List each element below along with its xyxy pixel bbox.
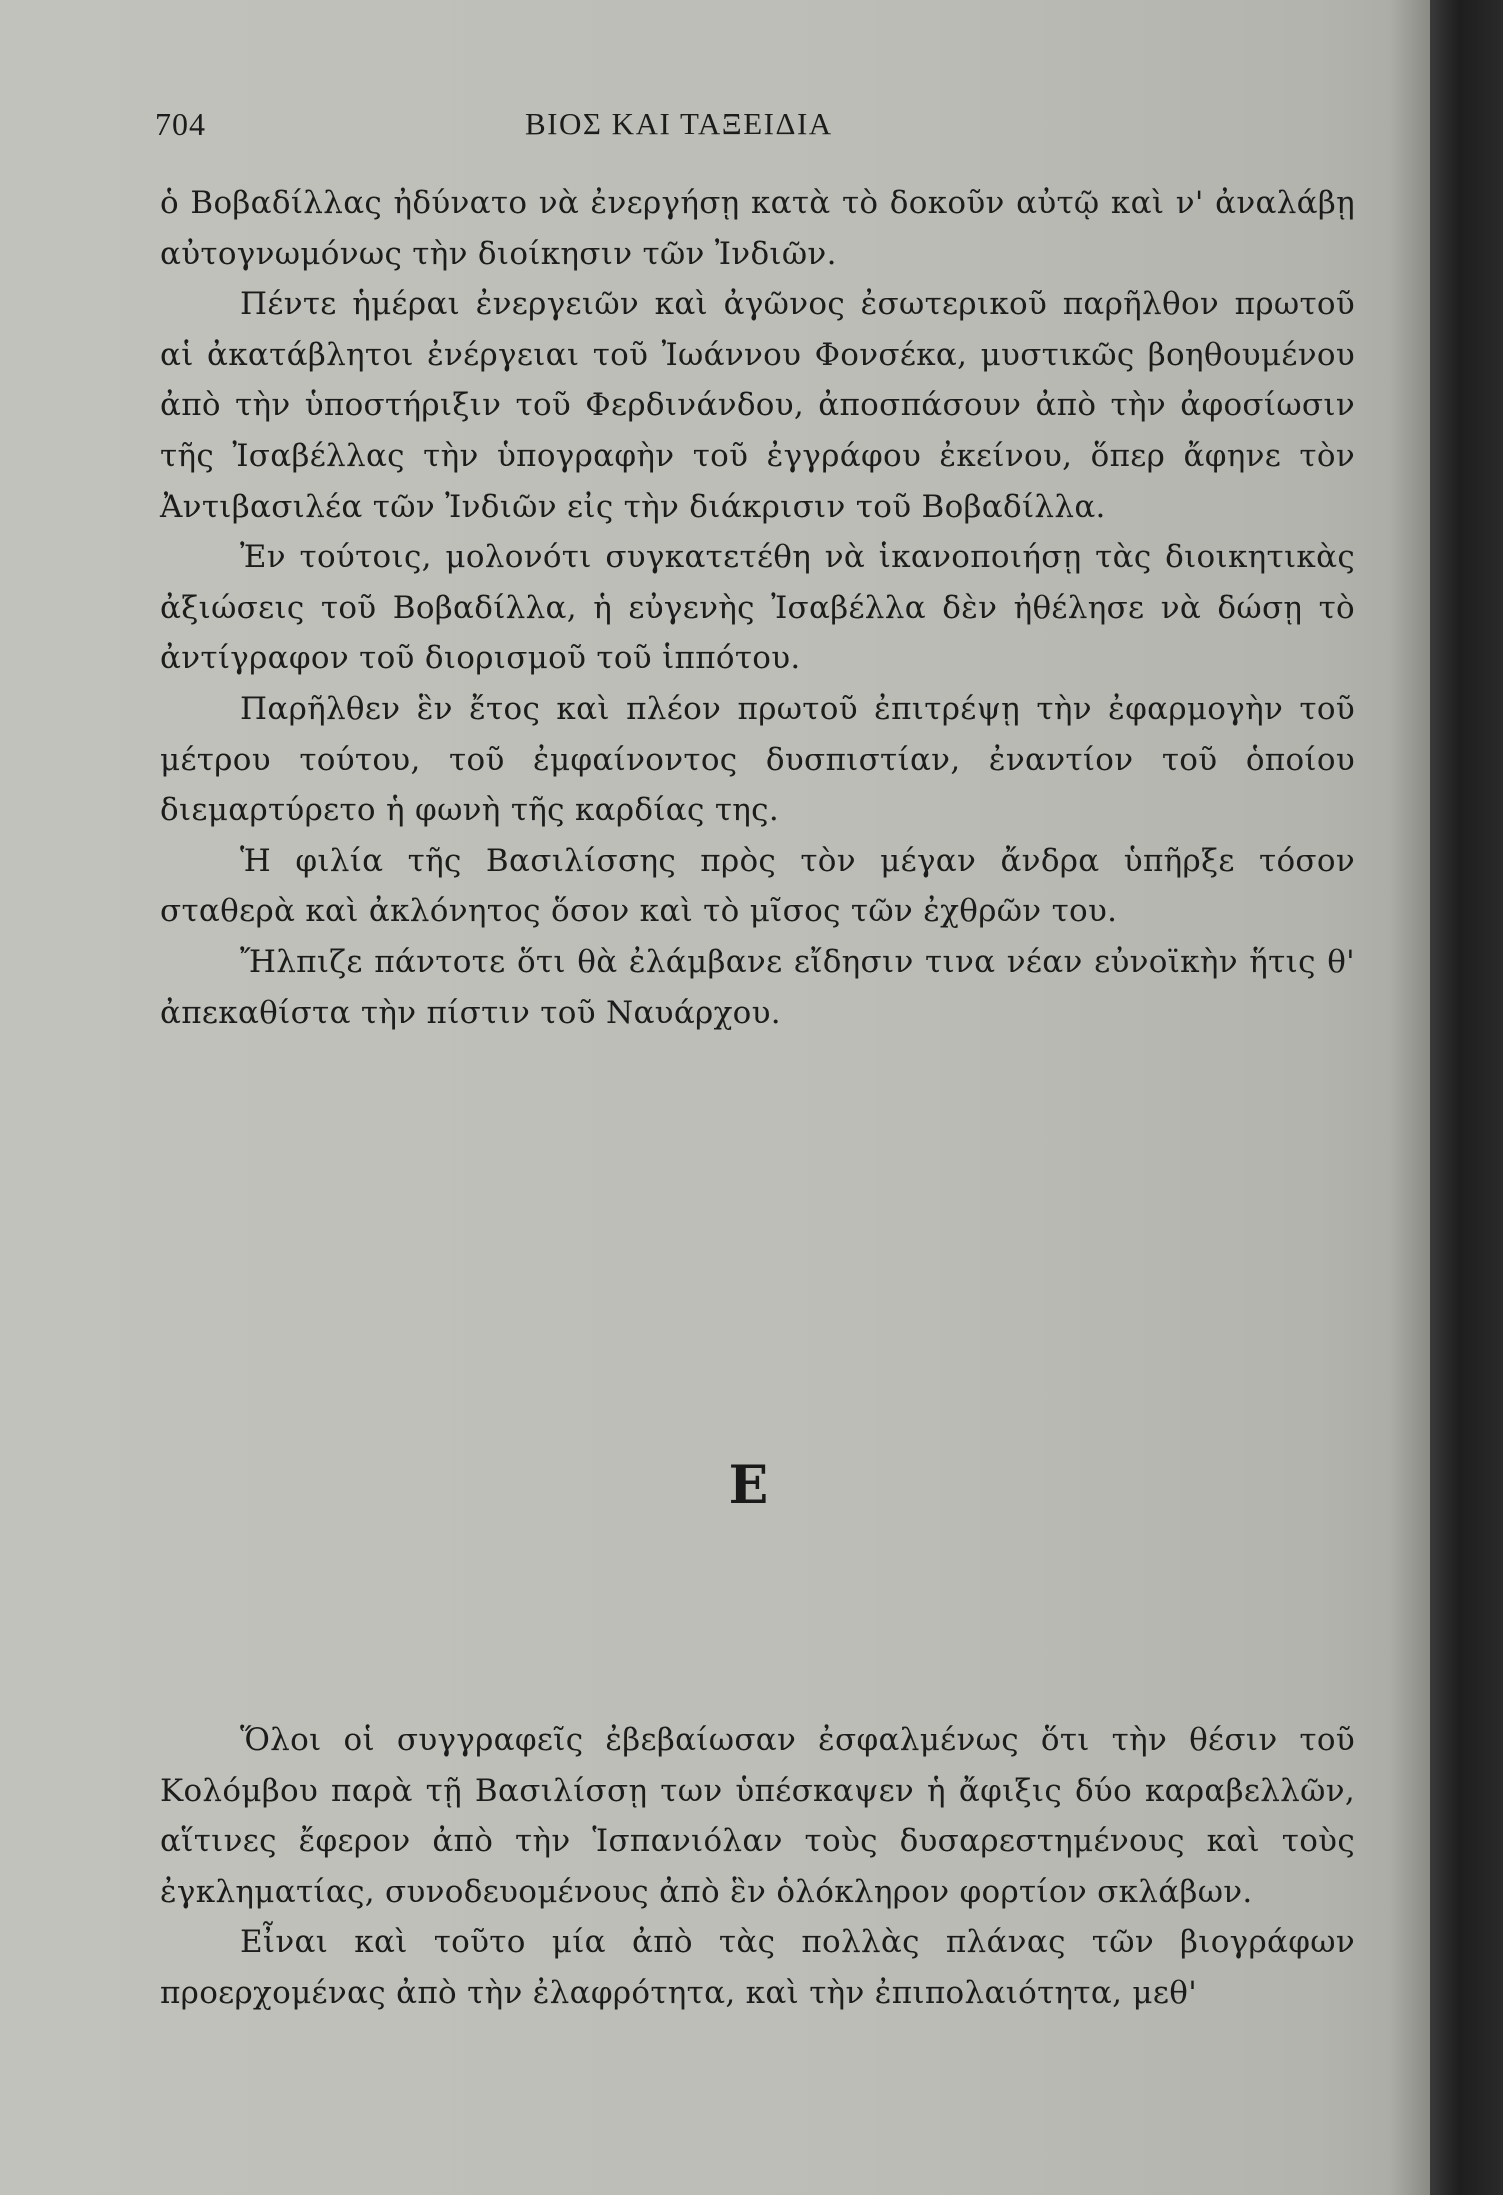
paragraph: Ἐν τούτοις, μολονότι συγκατετέθη νὰ ἱκανοποιήσῃ τὰς διοικητικὰς ἀξιώσεις τοῦ Βοβαδίλλα, ἡ εὐγενὴς Ἰσαβέλλα δὲν ἠθέλησε νὰ δώσῃ τὸ ἀντίγραφον τοῦ διορισμοῦ τοῦ ἱππότου. bbox=[160, 539, 1355, 677]
spine-shadow bbox=[1390, 0, 1430, 2195]
paragraph: Παρῆλθεν ἓν ἔτος καὶ πλέον πρωτοῦ ἐπιτρέψῃ τὴν ἐφαρμογὴν τοῦ μέτρου τούτου, τοῦ ἐμφαίνοντος δυσπιστίαν, ἐναντίον τοῦ ὁποίου διεμαρτύρετο ἡ φωνὴ τῆς καρδίας της. bbox=[160, 690, 1355, 829]
paragraph: Ἤλπιζε πάντοτε ὅτι θὰ ἐλάμβανε εἴδησιν τινα νέαν εὐνοϊκὴν ἥτις θ' ἀπεκαθίστα τὴν πίστιν τοῦ Ναυάρχου. bbox=[160, 943, 1355, 1031]
paragraph: Εἶναι καὶ τοῦτο μία ἀπὸ τὰς πολλὰς πλάνας τῶν βιογράφων προερχομένας ἀπὸ τὴν ἐλαφρότητα, καὶ τὴν ἐπιπολαιότητα, μεθ' bbox=[160, 1924, 1355, 2011]
page-header bbox=[155, 100, 1355, 150]
paragraph: Ὅλοι οἱ συγγραφεῖς ἐβεβαίωσαν ἐσφαλμένως ὅτι τὴν θέσιν τοῦ Κολόμβου παρὰ τῇ Βασιλίσσῃ των ὑπέσκαψεν ἡ ἄφιξις δύο καραβελλῶν, αἵτινες ἔφερον ἀπὸ τὴν Ἱσπανιόλαν τοὺς δυσαρεστημένους καὶ τοὺς ἐγκληματίας, συνοδευομένους ἀπὸ ἓν ὁλόκληρον φορτίον σκλάβων. bbox=[160, 1722, 1355, 1910]
body-text-bottom bbox=[160, 1715, 1355, 2019]
paragraph: ὁ Βοβαδίλλας ἠδύνατο νὰ ἐνεργήσῃ κατὰ τὸ δοκοῦν αὐτῷ καὶ ν' ἀναλάβῃ αὐτογνωμόνως τὴν διοίκησιν τῶν Ἰνδιῶν. bbox=[160, 185, 1355, 272]
section-letter: Ε bbox=[728, 1455, 769, 1516]
book-binding-edge bbox=[1430, 0, 1503, 2195]
section-heading bbox=[0, 1455, 1503, 1516]
page-number: 704 bbox=[155, 106, 206, 142]
running-title: ΒΙΟΣ ΚΑΙ ΤΑΞΕΙΔΙΑ bbox=[525, 106, 833, 141]
body-text-top bbox=[160, 178, 1355, 1038]
paragraph: Ἡ φιλία τῆς Βασιλίσσης πρὸς τὸν μέγαν ἄνδρα ὑπῆρξε τόσον σταθερὰ καὶ ἀκλόνητος ὅσον καὶ τὸ μῖσος τῶν ἐχθρῶν του. bbox=[160, 842, 1355, 930]
paragraph: Πέντε ἡμέραι ἐνεργειῶν καὶ ἀγῶνος ἐσωτερικοῦ παρῆλθον πρωτοῦ αἱ ἀκατάβλητοι ἐνέργειαι τοῦ Ἰωάννου Φονσέκα, μυστικῶς βοηθουμένου ἀπὸ τὴν ὑποστήριξιν τοῦ Φερδινάνδου, ἀποσπάσουν ἀπὸ τὴν ἀφοσίωσιν τῆς Ἰσαβέλλας τὴν ὑπογραφὴν τοῦ ἐγγράφου ἐκείνου, ὅπερ ἄφηνε τὸν Ἀντιβασιλέα τῶν Ἰνδιῶν εἰς τὴν διάκρισιν τοῦ Βοβαδίλλα. bbox=[160, 286, 1355, 525]
